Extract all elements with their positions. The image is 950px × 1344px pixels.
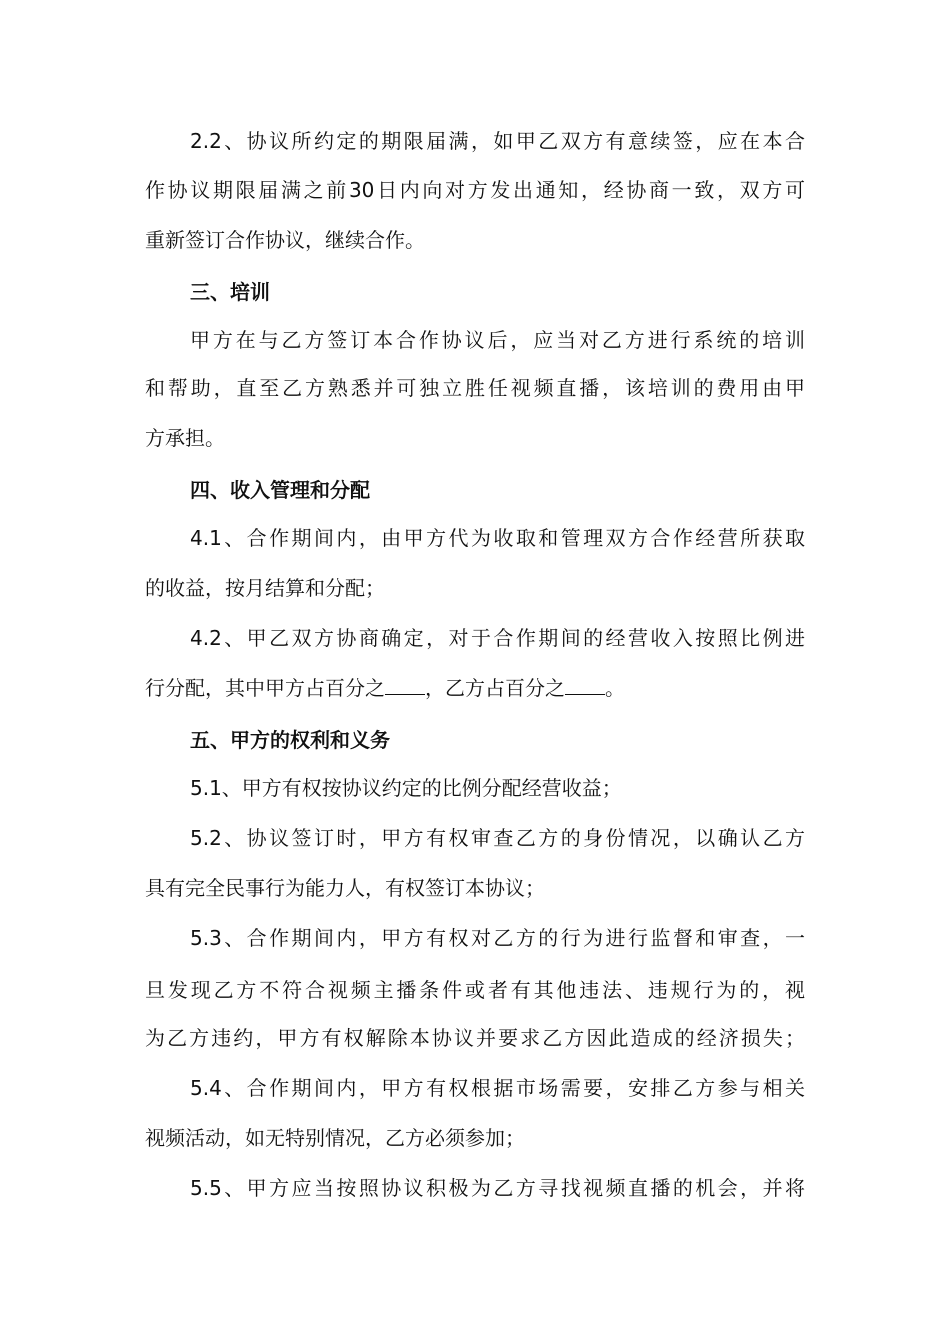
paragraph-line: 作协议期限届满之前30日内向对方发出通知，经协商一致，双方可 — [145, 178, 805, 202]
paragraph-line: 5.4、合作期间内，甲方有权根据市场需要，安排乙方参与相关 — [190, 1076, 805, 1100]
paragraph-line-with-blanks — [145, 674, 805, 702]
paragraph-line: 和帮助，直至乙方熟悉并可独立胜任视频直播，该培训的费用由甲 — [145, 376, 805, 400]
paragraph-line: 甲方在与乙方签订本合作协议后，应当对乙方进行系统的培训 — [190, 328, 805, 352]
section-heading: 四、收入管理和分配 — [190, 478, 370, 502]
paragraph-line: 4.1、合作期间内，由甲方代为收取和管理双方合作经营所获取 — [190, 526, 805, 550]
text-segment: 行分配，其中甲方占百分之 — [145, 676, 385, 700]
paragraph-line: 的收益，按月结算和分配； — [145, 576, 385, 600]
paragraph-line: 4.2、甲乙双方协商确定，对于合作期间的经营收入按照比例进 — [190, 626, 805, 650]
section-heading: 五、甲方的权利和义务 — [190, 728, 390, 752]
text-segment: 。 — [605, 676, 625, 700]
paragraph-line: 旦发现乙方不符合视频主播条件或者有其他违法、违规行为的，视 — [145, 978, 805, 1002]
fill-in-blank — [565, 676, 605, 695]
text-segment: ，乙方占百分之 — [425, 676, 565, 700]
paragraph-line: 5.5、甲方应当按照协议积极为乙方寻找视频直播的机会，并将 — [190, 1176, 805, 1200]
paragraph-line: 5.1、甲方有权按协议约定的比例分配经营收益； — [190, 776, 622, 800]
paragraph-line: 2.2、协议所约定的期限届满，如甲乙双方有意续签，应在本合 — [190, 129, 805, 153]
paragraph-line: 5.3、合作期间内，甲方有权对乙方的行为进行监督和审查，一 — [190, 926, 805, 950]
paragraph-line: 具有完全民事行为能力人，有权签订本协议； — [145, 876, 545, 900]
paragraph-line: 为乙方违约，甲方有权解除本协议并要求乙方因此造成的经济损失； — [145, 1026, 805, 1050]
fill-in-blank — [385, 676, 425, 695]
paragraph-line: 重新签订合作协议，继续合作。 — [145, 228, 425, 252]
paragraph-line: 视频活动，如无特别情况，乙方必须参加； — [145, 1126, 525, 1150]
paragraph-line: 方承担。 — [145, 426, 225, 450]
section-heading: 三、培训 — [190, 280, 270, 304]
paragraph-line: 5.2、协议签订时，甲方有权审查乙方的身份情况，以确认乙方 — [190, 826, 805, 850]
